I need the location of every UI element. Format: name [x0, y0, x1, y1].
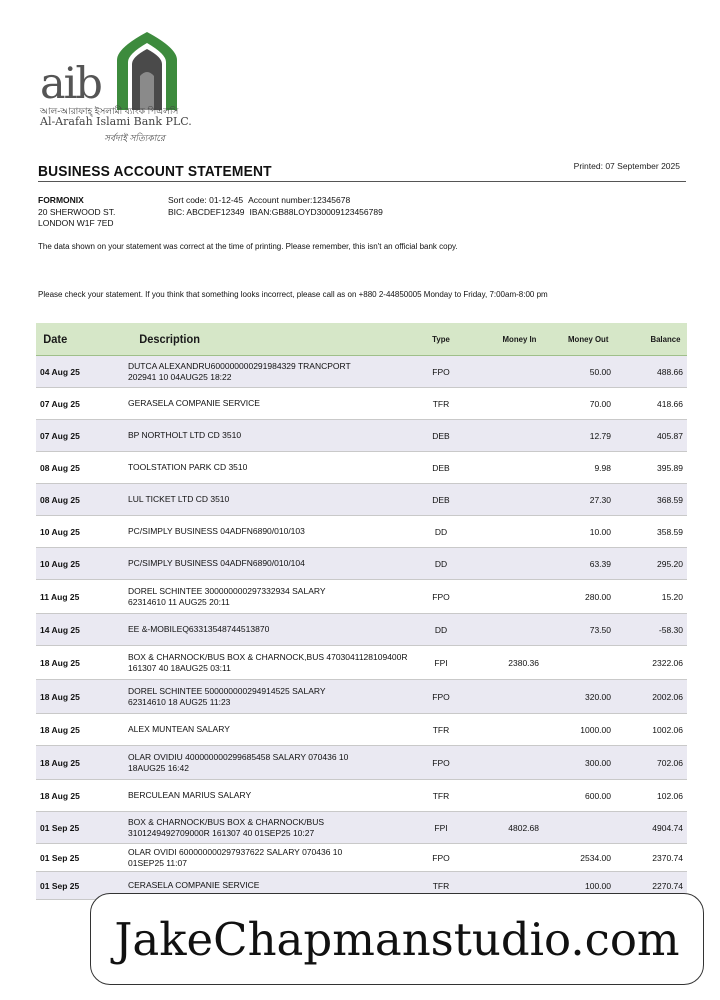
row-balance: 1002.06 — [652, 724, 683, 735]
row-money-out: 12.79 — [589, 430, 611, 441]
table-row — [36, 812, 687, 844]
row-balance: 418.66 — [657, 398, 683, 409]
logo-english-name: Al-Arafah Islami Bank PLC. — [40, 115, 192, 128]
table-row — [36, 844, 687, 872]
watermark-box — [90, 893, 704, 985]
row-type: DEB — [432, 462, 450, 473]
row-money-out: 27.30 — [589, 494, 611, 505]
row-balance: 2370.74 — [652, 852, 683, 863]
table-row — [36, 388, 687, 420]
check-notice: Please check your statement. If you think that something looks incorrect, please call as on +880 2-44850005 Monday to Friday, 7:00am-8:00 pm — [38, 290, 548, 299]
table-row — [36, 484, 687, 516]
row-type: FPI — [434, 822, 448, 833]
row-date: 18 Aug 25 — [40, 790, 80, 801]
table-row — [36, 680, 687, 714]
row-type: FPO — [432, 591, 450, 602]
row-date: 18 Aug 25 — [40, 757, 80, 768]
sort-code: Sort code: 01-12-45 — [168, 195, 244, 205]
column-header-type: Type — [432, 334, 450, 344]
table-row — [36, 516, 687, 548]
row-description — [126, 724, 411, 735]
row-balance: 358.59 — [657, 526, 683, 537]
row-date: 18 Aug 25 — [40, 657, 80, 668]
bic-code: BIC: ABCDEF12349 — [168, 206, 245, 217]
row-type: FPO — [432, 366, 450, 377]
bank-logo — [38, 30, 192, 148]
row-date: 10 Aug 25 — [40, 558, 80, 569]
row-date: 01 Sep 25 — [40, 852, 80, 863]
row-date: 07 Aug 25 — [40, 430, 80, 441]
description-line-2: 202941 10 04AUG25 18:22 — [128, 371, 232, 382]
table-body — [36, 356, 687, 900]
description-line-1: EE &-MOBILEQ63313548744513870 — [128, 624, 270, 634]
row-description — [126, 752, 411, 774]
printed-date: Printed: 07 September 2025 — [573, 161, 680, 171]
row-money-out: 320.00 — [585, 691, 611, 702]
page-title: BUSINESS ACCOUNT STATEMENT — [38, 163, 272, 180]
description-line-1: BOX & CHARNOCK/BUS BOX & CHARNOCK,BUS 4703041128109400R — [128, 651, 408, 662]
row-type: DD — [434, 526, 448, 537]
column-header-money-out: Money Out — [568, 334, 609, 344]
table-row — [36, 356, 687, 388]
table-row — [36, 548, 687, 580]
table-row — [36, 452, 687, 484]
description-line-1: OLAR OVIDIU 400000000299685458 SALARY 070436 10 — [128, 751, 349, 762]
row-date: 08 Aug 25 — [40, 494, 80, 505]
row-money-out: 73.50 — [589, 624, 611, 635]
row-date: 01 Sep 25 — [40, 880, 80, 891]
row-date: 08 Aug 25 — [40, 462, 80, 473]
row-type: DEB — [432, 430, 450, 441]
row-money-out: 1000.00 — [580, 724, 611, 735]
row-date: 01 Sep 25 — [40, 822, 80, 833]
table-row — [36, 420, 687, 452]
row-type: TFR — [432, 398, 450, 409]
row-date: 14 Aug 25 — [40, 624, 80, 635]
row-type: FPO — [432, 757, 450, 768]
address-line-2: LONDON W1F 7ED — [38, 218, 114, 228]
row-description — [126, 880, 411, 891]
row-money-out: 100.00 — [585, 880, 611, 891]
logo-bengali-name: আল-আরাফাহ্ ইসলামী ব্যাংক পিএলসি — [40, 106, 179, 116]
watermark-text: JakeChapmanstudio.com — [114, 912, 680, 966]
row-balance: 295.20 — [657, 558, 683, 569]
row-date: 04 Aug 25 — [40, 366, 80, 377]
description-line-2: 01SEP25 11:07 — [128, 857, 187, 868]
row-money-out: 2534.00 — [580, 852, 611, 863]
row-description — [126, 526, 411, 537]
row-description — [126, 652, 411, 674]
table-header — [36, 323, 687, 356]
row-balance: 702.06 — [657, 757, 683, 768]
row-description — [126, 398, 411, 409]
description-line-2: 62314610 11 AUG25 20:11 — [128, 596, 230, 607]
row-money-in: 2380.36 — [508, 657, 539, 668]
row-description — [126, 686, 411, 708]
data-notice: The data shown on your statement was correct at the time of printing. Please remember, this isn't an official bank copy. — [38, 242, 458, 251]
row-money-in: 4802.68 — [508, 822, 539, 833]
row-type: DEB — [432, 494, 450, 505]
row-description — [126, 430, 411, 441]
transactions-table — [36, 323, 687, 900]
row-balance: 102.06 — [657, 790, 683, 801]
row-date: 11 Aug 25 — [40, 591, 80, 602]
row-money-out: 9.98 — [594, 462, 611, 473]
iban-code: IBAN:GB88LOYD30009123456789 — [249, 206, 383, 217]
row-balance: 488.66 — [657, 366, 683, 377]
logo-wordmark: aib — [40, 59, 101, 109]
row-description — [126, 790, 411, 801]
row-type: DD — [434, 558, 448, 569]
column-header-balance: Balance — [650, 334, 681, 344]
row-type: FPI — [434, 657, 448, 668]
description-line-1: PC/SIMPLY BUSINESS 04ADFN6890/010/103 — [128, 526, 305, 536]
description-line-1: ALEX MUNTEAN SALARY — [128, 724, 230, 734]
row-balance: 2322.06 — [652, 657, 683, 668]
description-line-2: 62314610 18 AUG25 11:23 — [128, 696, 231, 707]
description-line-2: 18AUG25 16:42 — [128, 762, 189, 773]
row-description — [126, 847, 411, 869]
row-date: 07 Aug 25 — [40, 398, 80, 409]
row-date: 10 Aug 25 — [40, 526, 80, 537]
row-balance: 4904.74 — [652, 822, 683, 833]
column-header-description: Description — [139, 331, 200, 346]
row-balance: 405.87 — [657, 430, 683, 441]
description-line-1: OLAR OVIDI 600000000297937622 SALARY 070436 10 — [128, 846, 343, 857]
row-money-out: 70.00 — [589, 398, 611, 409]
description-line-1: TOOLSTATION PARK CD 3510 — [128, 462, 248, 472]
description-line-1: GERASELA COMPANIE SERVICE — [128, 398, 260, 408]
row-type: TFR — [432, 724, 450, 735]
row-money-out: 600.00 — [585, 790, 611, 801]
description-line-1: DUTCA ALEXANDRU600000000291984329 TRANCPORT — [128, 360, 351, 371]
row-type: DD — [434, 624, 448, 635]
table-row — [36, 780, 687, 812]
row-type: FPO — [432, 691, 450, 702]
table-row — [36, 614, 687, 646]
header-divider — [38, 181, 686, 182]
row-date: 18 Aug 25 — [40, 691, 80, 702]
row-balance: 15.20 — [661, 591, 683, 602]
row-description — [126, 494, 411, 505]
row-description — [126, 624, 411, 635]
row-description — [126, 462, 411, 473]
description-line-1: BP NORTHOLT LTD CD 3510 — [128, 430, 242, 440]
description-line-1: DOREL SCHINTEE 500000000294914525 SALARY — [128, 685, 326, 696]
address-line-1: 20 SHERWOOD ST. — [38, 206, 116, 217]
column-header-money-in: Money In — [502, 334, 537, 344]
row-money-out: 63.39 — [589, 558, 611, 569]
column-header-date: Date — [43, 332, 68, 346]
table-row — [36, 646, 687, 680]
row-balance: 2002.06 — [652, 691, 683, 702]
description-line-1: PC/SIMPLY BUSINESS 04ADFN6890/010/104 — [128, 558, 305, 568]
account-details — [168, 195, 388, 218]
row-description — [126, 817, 411, 839]
row-type: TFR — [432, 790, 450, 801]
account-number: Account number:12345678 — [248, 195, 351, 205]
row-description — [126, 586, 411, 608]
row-balance: 395.89 — [657, 462, 683, 473]
row-money-out: 300.00 — [585, 757, 611, 768]
row-money-out: 280.00 — [585, 591, 611, 602]
row-balance: 2270.74 — [652, 880, 683, 891]
row-description — [126, 361, 411, 383]
logo-tagline: সর্বদাই সত্যিকারে — [104, 133, 165, 143]
customer-address — [38, 195, 115, 230]
description-line-2: 161307 40 18AUG25 03:11 — [128, 662, 231, 673]
description-line-1: BERCULEAN MARIUS SALARY — [128, 790, 252, 800]
row-type: TFR — [432, 880, 450, 891]
table-row — [36, 714, 687, 746]
row-description — [126, 558, 411, 569]
row-date: 18 Aug 25 — [40, 724, 80, 735]
description-line-2: 3101249492709000R 161307 40 01SEP25 10:27 — [128, 827, 315, 838]
description-line-1: BOX & CHARNOCK/BUS BOX & CHARNOCK/BUS — [128, 816, 325, 827]
company-name: FORMONIX — [38, 195, 84, 205]
row-balance: 368.59 — [657, 494, 683, 505]
row-money-out: 50.00 — [589, 366, 611, 377]
mosque-arch-icon — [112, 30, 182, 110]
table-row — [36, 746, 687, 780]
description-line-1: LUL TICKET LTD CD 3510 — [128, 494, 230, 504]
description-line-1: DOREL SCHINTEE 300000000297332934 SALARY — [128, 585, 326, 596]
row-money-out: 10.00 — [589, 526, 611, 537]
row-balance: -58.30 — [658, 624, 683, 635]
table-row — [36, 580, 687, 614]
description-line-1: CERASELA COMPANIE SERVICE — [128, 880, 260, 890]
row-type: FPO — [432, 852, 450, 863]
